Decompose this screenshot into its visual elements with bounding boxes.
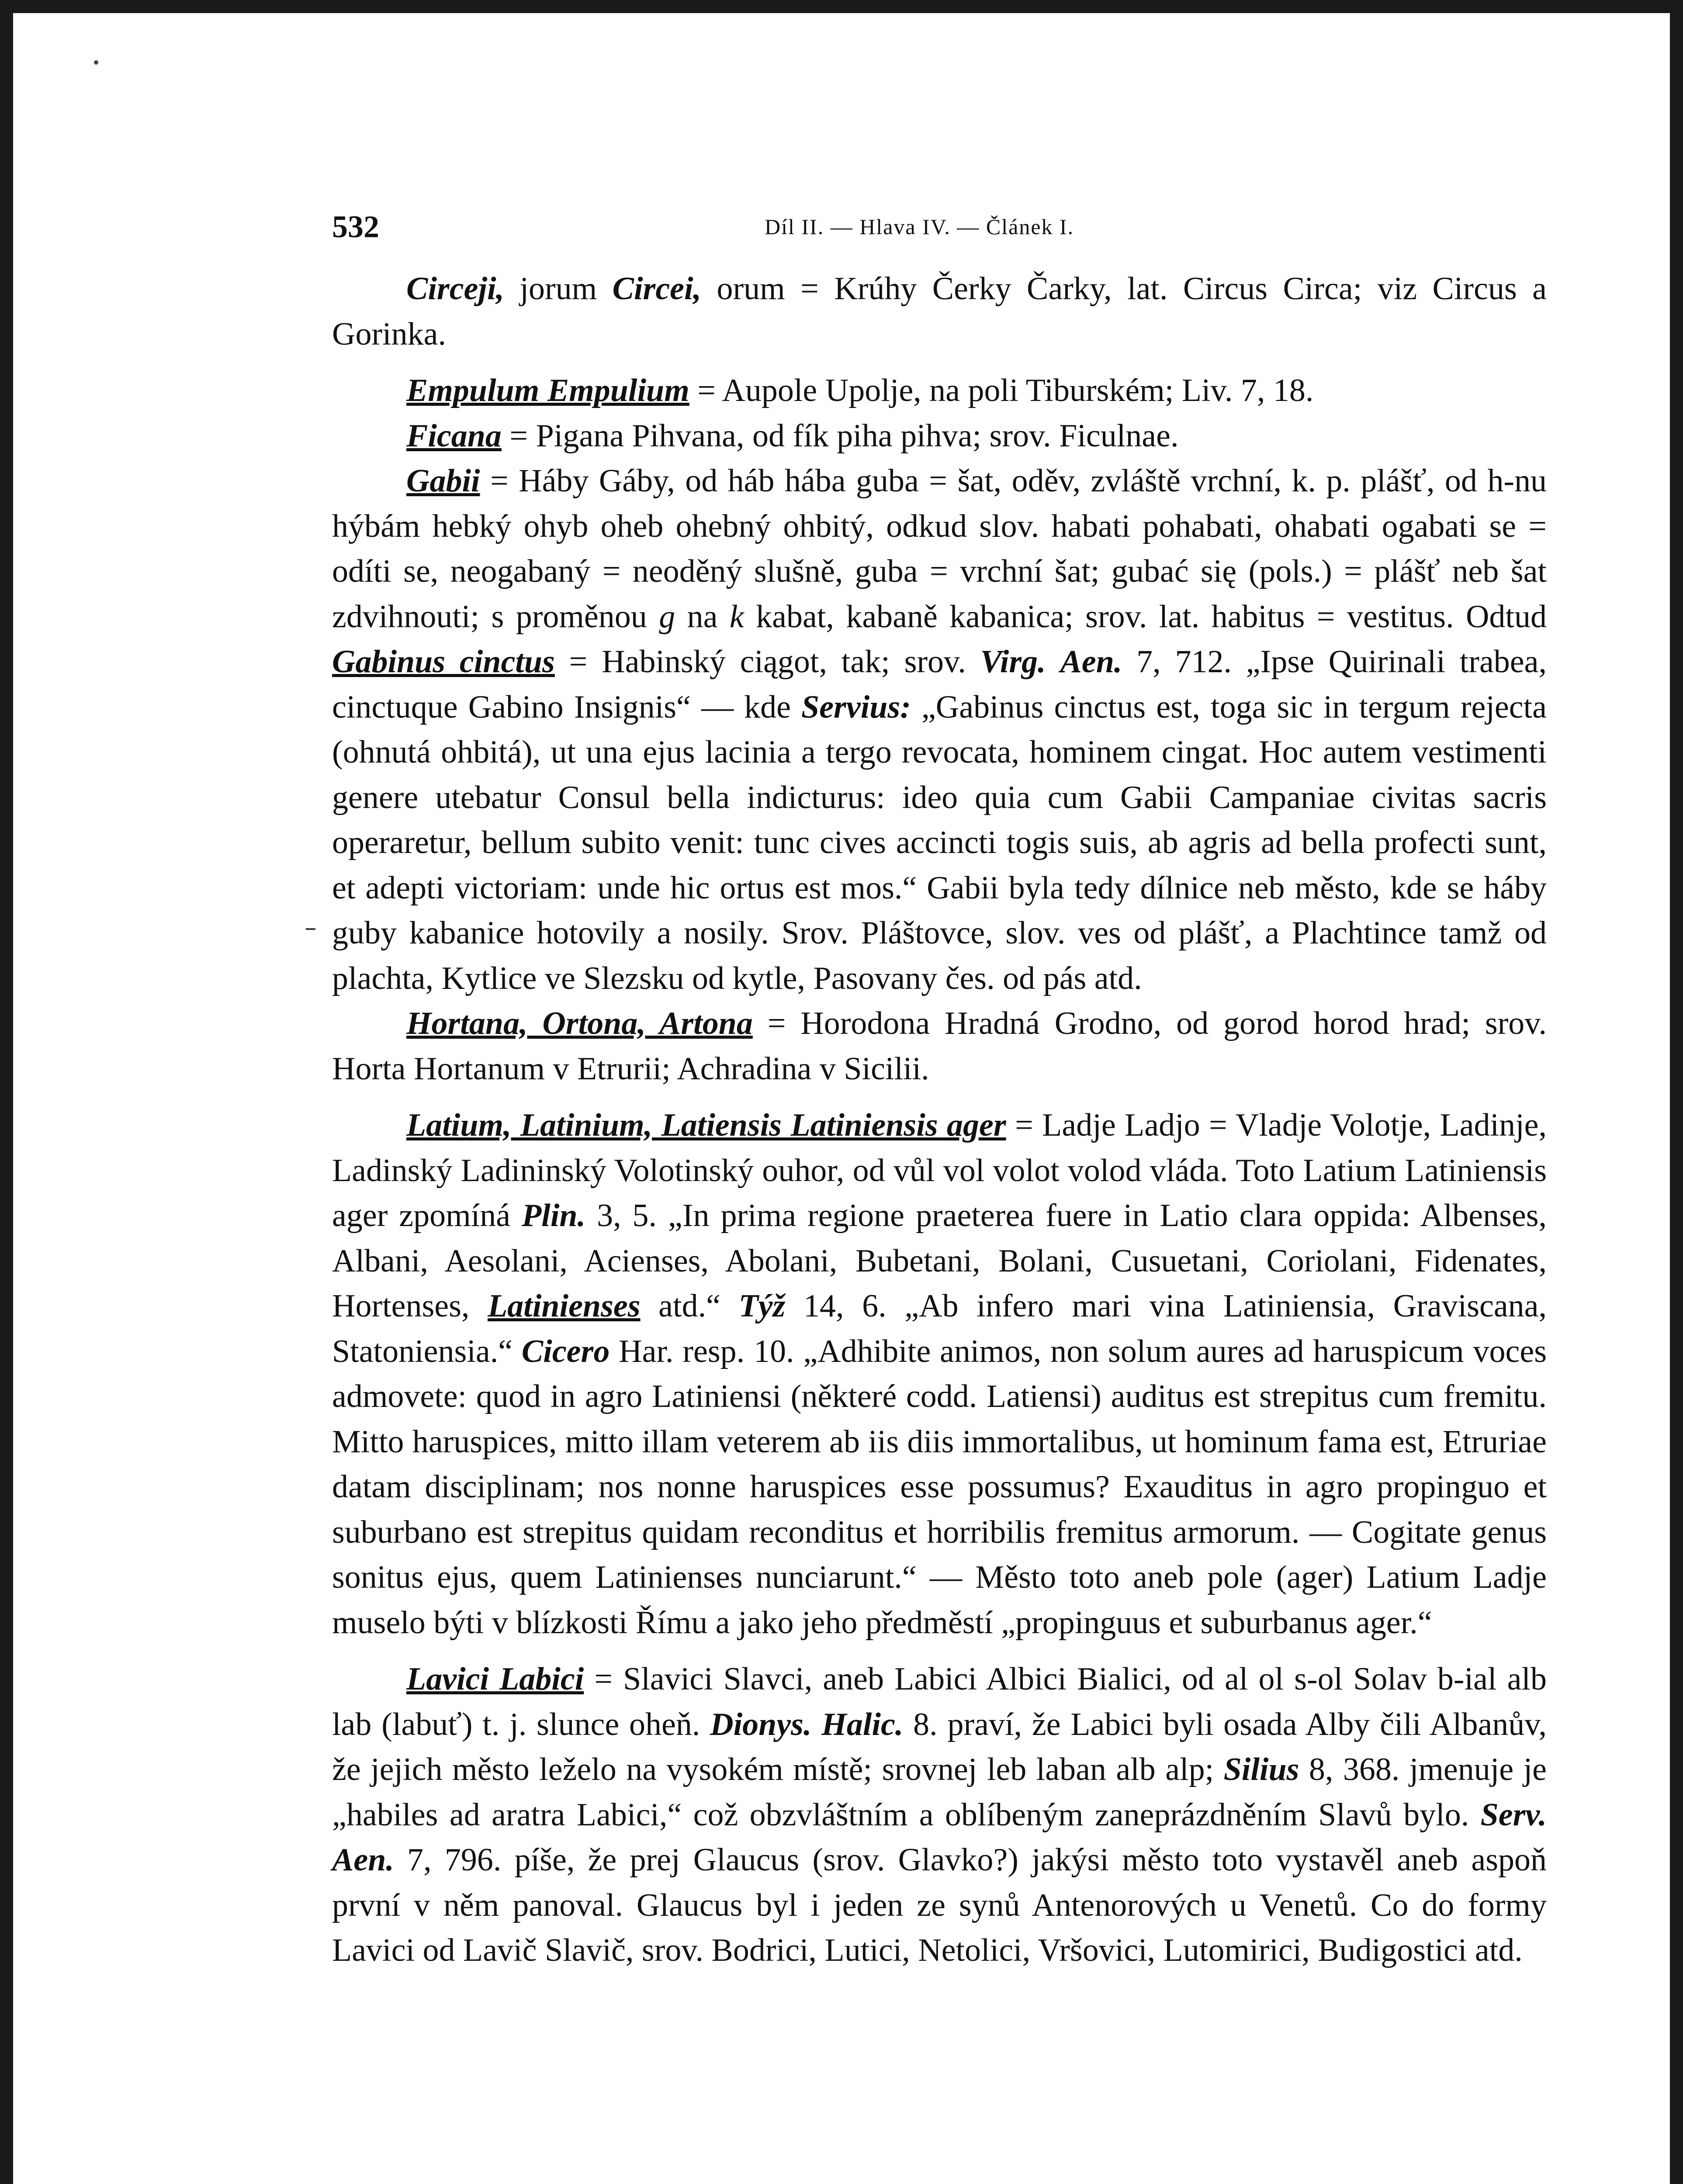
margin-dash-mark	[306, 928, 315, 930]
stray-dot-mark	[94, 60, 98, 65]
body-text	[332, 266, 1547, 1973]
page	[332, 201, 1547, 1973]
ref-silius: Silius	[1223, 1752, 1299, 1787]
letter-k: k	[729, 598, 744, 635]
term-latinienses: Latinienses	[488, 1288, 641, 1324]
text-hortana: = Horodona Hradná Grodno, od gorod horod hrad; srov. Horta Hortanum v Etrurii; Achradina v Sicilii.	[332, 1006, 1547, 1087]
term-circei: Circei,	[612, 271, 702, 307]
ref-aen: Aen.	[1060, 644, 1122, 680]
text-gabii-2: na	[675, 598, 730, 635]
scan-edge-top	[0, 0, 1683, 13]
text-gabii-4: = Habinský ciągot, tak; srov.	[554, 644, 980, 680]
page-header	[332, 201, 1547, 249]
text-ficana: = Pigana Pihvana, od fík piha pihva; srov. Ficulnae.	[501, 418, 1179, 454]
text-latium-3: atd.“	[640, 1288, 739, 1324]
scan-edge-left	[0, 0, 13, 2184]
paragraph-ficana	[332, 414, 1547, 459]
text-gabii-7: „Gabinus cinctus est, toga sic in tergum rejecta (ohnutá ohbitá), ut una ejus lacinia a tergo revocata, hominem cingat. Hoc autem vestimenti genere utebatur Consul bella indicturus: ideo quia cum Gabii Campaniae civitas sacris operaretur, bellum subito venit: tunc cives accincti togis suis, ab agris ad bella profecti sunt, et adepti victoriam: unde hic ortus est mos.“ Gabii byla tedy dílnice neb město, kde se háby guby kabanice hotovily a nosily. Srov. Pláštovce, slov. ves od plášť, a Plachtince tamž od plachta, Kytlice ve Slezsku od kytle, Pasovany čes. od pás atd.	[332, 689, 1547, 996]
paragraph-empulum	[332, 368, 1547, 414]
text-gabii-6: 7, 712. „Ipse Quirinali trabea, cinctuque Gabino Insignis“ — kde	[332, 644, 1547, 725]
letter-g: g	[659, 598, 675, 635]
running-head: Díl II. — Hlava IV. — Článek I.	[765, 214, 1074, 239]
text-gabii-3: kabat, kabaně kabanica; srov. lat. habitus = vestitus. Odtud	[744, 598, 1547, 635]
text-lavici-4: 7, 796. píše, že prej Glaucus (srov. Glavko?) jakýsi město toto vystavěl aneb aspoň první v něm panoval. Glaucus byl i jeden ze synů Antenorových u Venetů. Co do formy Lavici od Lavič Slavič, srov. Bodrici, Lutici, Netolici, Vršovici, Lutomirici, Budigostici atd.	[332, 1842, 1547, 1968]
scan-edge-right	[1670, 0, 1683, 2184]
text-lavici-3: 8, 368. jmenuje je „habiles ad aratra Labici,“ což obzvláštním a oblíbeným zaneprázdněním Slavů bylo.	[332, 1752, 1547, 1833]
paragraph-gabii	[332, 459, 1547, 1001]
text-gabii-5	[1046, 644, 1060, 680]
text-circeji-2: orum = Krúhy Čerky Čarky, lat. Circus Circa; viz Circus a Gorinka.	[332, 271, 1547, 352]
term-gabinus-cinctus: Gabinus cinctus	[332, 644, 555, 680]
text-lavici-1: = Slavici Slavci, aneb Labici Albici Bialici, od al ol s-ol Solav b-ial alb lab (labuť) t. j. slunce oheň.	[332, 1661, 1547, 1742]
paragraph-hortana	[332, 1001, 1547, 1092]
ref-serv: Serv. Aen.	[332, 1797, 1547, 1878]
paragraph-lavici	[332, 1657, 1547, 1973]
term-empulum: Empulum Empulium	[406, 373, 689, 408]
term-circeji: Circeji,	[406, 271, 505, 307]
ref-dionys: Dionys. Halic.	[710, 1706, 904, 1742]
text-latium-4: 14, 6. „Ab infero mari vina Latiniensia, Graviscana, Statoniensia.“	[332, 1288, 1547, 1369]
text-lavici-2: 8. praví, že Labici byli osada Alby čili Albanův, že jejich město leželo na vysokém místě; srovnej leb laban alb alp;	[332, 1706, 1547, 1787]
text-latium-2: 3, 5. „In prima regione praeterea fuere in Latio clara oppida: Albenses, Albani, Aesolani, Acienses, Abolani, Bubetani, Bolani, Cusuetani, Coriolani, Fidenates, Hortenses,	[332, 1198, 1547, 1324]
term-gabii: Gabii	[406, 463, 480, 499]
ref-virg: Virg.	[980, 644, 1046, 680]
term-ficana: Ficana	[406, 418, 502, 454]
text-latium-5: Har. resp. 10. „Adhibite animos, non solum aures ad haruspicum voces admovete: quod in agro Latiniensi (některé codd. Latiensi) auditus est strepitus cum fremitu. Mitto haruspices, mitto illam veterem ab iis diis immortalibus, ut hominum fama est, Etruriae datam disciplinam; nos nonne haruspices esse possumus? Exauditus in agro propinguo et suburbano est strepitus quidam reconditus et horribilis fremitus armorum. — Cogitate genus sonitus ejus, quem Latinienses nunciarunt.“ — Město toto aneb pole (ager) Latium Ladje muselo býti v blízkosti Římu a jako jeho předměstí „propinguus et suburbanus ager.“	[332, 1333, 1547, 1641]
ref-servius: Servius:	[801, 689, 911, 725]
ref-plin: Plin.	[522, 1198, 586, 1234]
text-circeji-1: jorum	[504, 271, 613, 307]
ref-tyz: Týž	[738, 1288, 786, 1324]
page-number: 532	[332, 209, 379, 244]
paragraph-circeji	[332, 266, 1547, 357]
term-hortana: Hortana, Ortona, Artona	[406, 1006, 753, 1041]
paragraph-latium	[332, 1103, 1547, 1645]
ref-cicero: Cicero	[521, 1333, 610, 1369]
text-latium-1: = Ladje Ladjo = Vladje Volotje, Ladinje, Ladinský Ladininský Volotinský ouhor, od vůl vol volot volod vláda. Toto Latium Latiniensis ager zpomíná	[332, 1107, 1547, 1234]
text-empulum: = Aupole Upolje, na poli Tiburském; Liv. 7, 18.	[689, 373, 1314, 408]
term-latium: Latium, Latinium, Latiensis Latiniensis ager	[406, 1107, 1006, 1143]
text-gabii-1: = Háby Gáby, od háb hába guba = šat, oděv, zvláště vrchní, k. p. plášť, od h-nu hýbám hebký ohyb oheb ohebný ohbitý, odkud slov. habati pohabati, ohabati ogabati se = odíti se, neogabaný = neoděný slušně, guba = vrchní šat; gubać się (pols.) = plášť neb šat zdvihnouti; s proměnou	[332, 463, 1547, 635]
term-lavici: Lavici Labici	[406, 1661, 584, 1697]
